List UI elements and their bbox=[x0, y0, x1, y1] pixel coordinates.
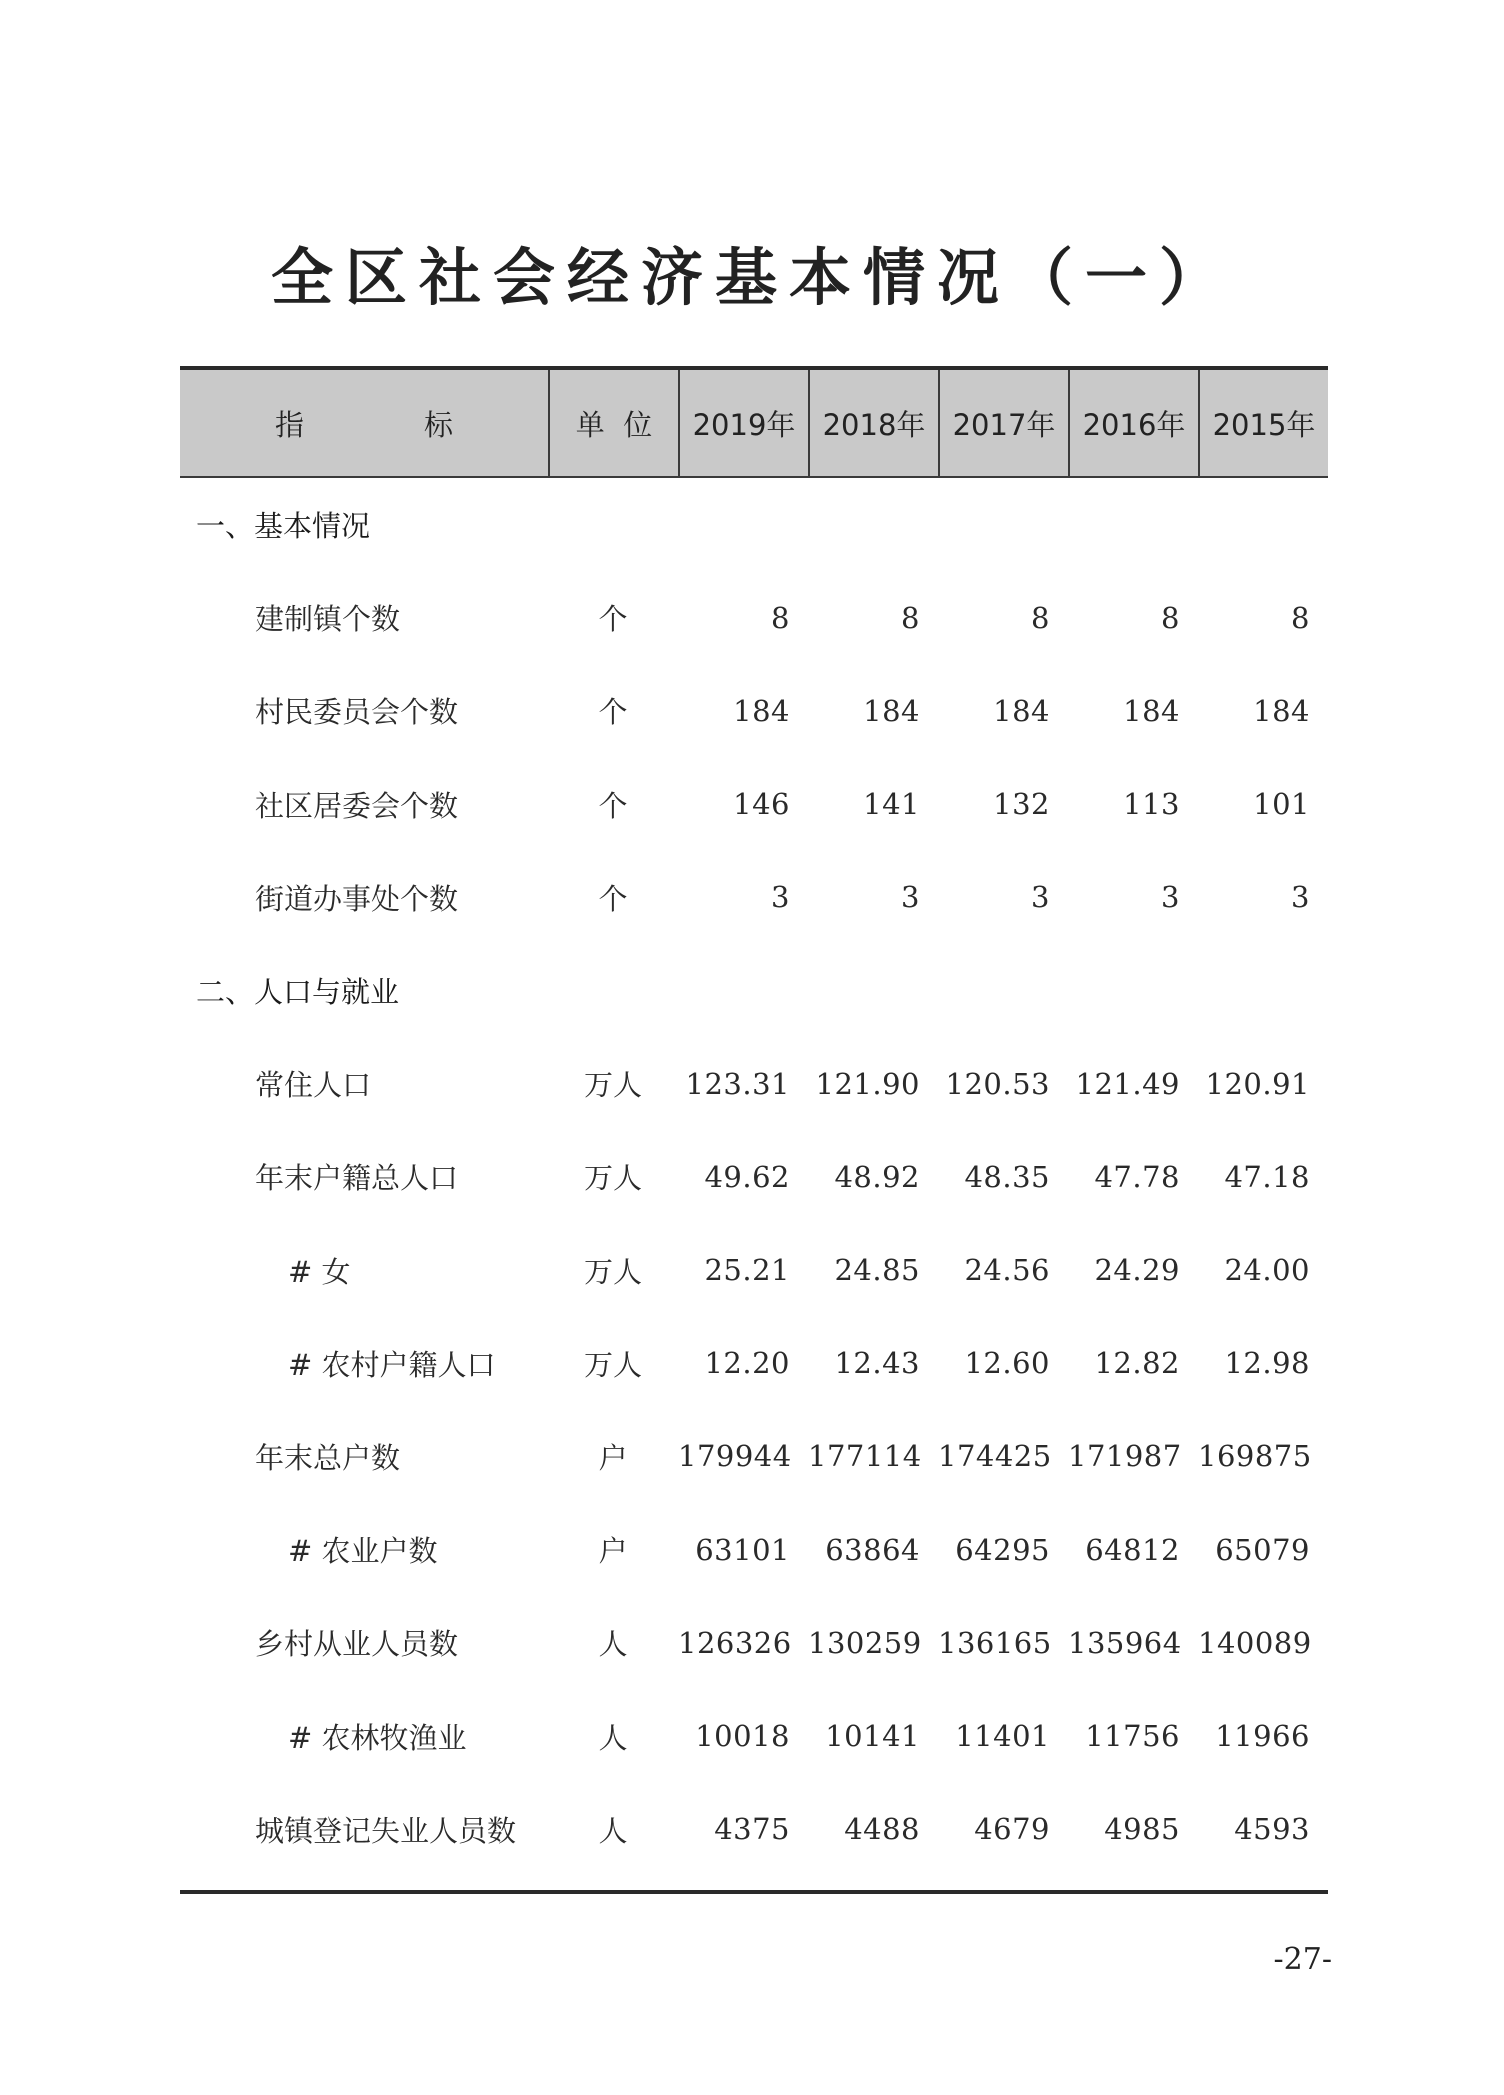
row-value: 24.56 bbox=[964, 1253, 1050, 1288]
row-indicator: # 农业户数 bbox=[288, 1534, 438, 1569]
row-value: 130259 bbox=[808, 1625, 922, 1660]
row-unit: 个 bbox=[598, 695, 628, 730]
table-row bbox=[180, 1689, 1328, 1782]
row-value: 174425 bbox=[938, 1439, 1052, 1474]
row-value: 132 bbox=[993, 787, 1050, 822]
row-unit: 万人 bbox=[583, 1254, 642, 1289]
row-value: 48.35 bbox=[964, 1159, 1050, 1194]
row-unit: 户 bbox=[598, 1534, 628, 1569]
row-value: 4679 bbox=[974, 1812, 1050, 1847]
row-value: 10141 bbox=[825, 1719, 920, 1754]
section-title: 一、基本情况 bbox=[196, 509, 371, 544]
row-unit: 个 bbox=[598, 788, 628, 823]
row-value: 121.90 bbox=[815, 1066, 920, 1101]
row-indicator: 建制镇个数 bbox=[255, 602, 401, 637]
row-value: 3 bbox=[1031, 880, 1050, 915]
table-row bbox=[180, 1224, 1328, 1317]
row-indicator: # 农村户籍人口 bbox=[288, 1347, 496, 1382]
row-value: 177114 bbox=[808, 1439, 922, 1474]
row-value: 48.92 bbox=[834, 1159, 920, 1194]
row-indicator: 常住人口 bbox=[255, 1068, 372, 1103]
table-row bbox=[180, 1317, 1328, 1410]
bottom-rule bbox=[180, 1890, 1328, 1894]
row-value: 47.78 bbox=[1094, 1159, 1180, 1194]
table-header bbox=[180, 370, 1328, 478]
header-unit: 单 位 bbox=[548, 370, 678, 476]
row-value: 8 bbox=[1291, 600, 1310, 635]
row-value: 12.82 bbox=[1094, 1346, 1180, 1381]
row-value: 47.18 bbox=[1224, 1159, 1310, 1194]
row-value: 179944 bbox=[678, 1439, 792, 1474]
row-value: 64812 bbox=[1085, 1532, 1180, 1567]
header-indicator bbox=[180, 370, 548, 476]
table-row bbox=[180, 1596, 1328, 1689]
row-value: 4488 bbox=[844, 1812, 920, 1847]
section-title: 二、人口与就业 bbox=[196, 975, 400, 1010]
row-indicator: 村民委员会个数 bbox=[255, 695, 459, 730]
row-value: 184 bbox=[733, 693, 790, 728]
row-unit: 万人 bbox=[583, 1347, 642, 1382]
row-value: 4593 bbox=[1234, 1812, 1310, 1847]
table-row bbox=[180, 571, 1328, 664]
row-value: 123.31 bbox=[685, 1066, 790, 1101]
row-unit: 万人 bbox=[583, 1161, 642, 1196]
row-value: 11966 bbox=[1215, 1719, 1310, 1754]
row-unit: 个 bbox=[598, 881, 628, 916]
row-unit: 人 bbox=[598, 1627, 628, 1662]
row-value: 120.91 bbox=[1205, 1066, 1310, 1101]
header-year-2019: 2019年 bbox=[678, 370, 808, 476]
page-number: -27- bbox=[1273, 1942, 1332, 1977]
header-year-2016: 2016年 bbox=[1068, 370, 1198, 476]
row-indicator: 乡村从业人员数 bbox=[255, 1627, 459, 1662]
row-value: 8 bbox=[771, 600, 790, 635]
row-value: 64295 bbox=[955, 1532, 1050, 1567]
row-value: 24.29 bbox=[1094, 1253, 1180, 1288]
row-value: 11756 bbox=[1085, 1719, 1180, 1754]
row-value: 8 bbox=[1031, 600, 1050, 635]
row-value: 63101 bbox=[695, 1532, 790, 1567]
row-unit: 万人 bbox=[583, 1068, 642, 1103]
row-value: 8 bbox=[901, 600, 920, 635]
row-value: 24.00 bbox=[1224, 1253, 1310, 1288]
table-row bbox=[180, 664, 1328, 757]
table-row bbox=[180, 851, 1328, 944]
row-value: 25.21 bbox=[704, 1253, 790, 1288]
row-value: 4985 bbox=[1104, 1812, 1180, 1847]
row-value: 65079 bbox=[1215, 1532, 1310, 1567]
header-indicator-b: 标 bbox=[424, 407, 454, 442]
row-value: 3 bbox=[1291, 880, 1310, 915]
row-value: 3 bbox=[901, 880, 920, 915]
row-value: 120.53 bbox=[945, 1066, 1050, 1101]
row-value: 24.85 bbox=[834, 1253, 920, 1288]
row-value: 184 bbox=[863, 693, 920, 728]
row-value: 184 bbox=[993, 693, 1050, 728]
header-year-2018: 2018年 bbox=[808, 370, 938, 476]
header-indicator-a: 指 bbox=[274, 407, 304, 442]
row-value: 171987 bbox=[1068, 1439, 1182, 1474]
table-row bbox=[180, 1783, 1328, 1876]
row-indicator: 城镇登记失业人员数 bbox=[255, 1813, 517, 1848]
row-unit: 人 bbox=[598, 1720, 628, 1755]
data-table bbox=[180, 366, 1328, 1894]
row-indicator: 年末户籍总人口 bbox=[255, 1161, 459, 1196]
table-row bbox=[180, 1410, 1328, 1503]
row-value: 135964 bbox=[1068, 1625, 1182, 1660]
row-value: 184 bbox=[1123, 693, 1180, 728]
row-value: 11401 bbox=[955, 1719, 1050, 1754]
row-value: 4375 bbox=[714, 1812, 790, 1847]
row-value: 12.98 bbox=[1224, 1346, 1310, 1381]
row-value: 3 bbox=[771, 880, 790, 915]
row-value: 63864 bbox=[825, 1532, 920, 1567]
row-value: 140089 bbox=[1198, 1625, 1312, 1660]
header-year-2015: 2015年 bbox=[1198, 370, 1328, 476]
row-unit: 户 bbox=[598, 1440, 628, 1475]
row-value: 184 bbox=[1253, 693, 1310, 728]
page-title: 全区社会经济基本情况（一） bbox=[270, 241, 1233, 314]
section-header bbox=[180, 478, 1328, 571]
row-value: 136165 bbox=[938, 1625, 1052, 1660]
row-value: 141 bbox=[863, 787, 920, 822]
row-value: 113 bbox=[1123, 787, 1180, 822]
row-unit: 人 bbox=[598, 1813, 628, 1848]
row-value: 126326 bbox=[678, 1625, 792, 1660]
row-indicator: 社区居委会个数 bbox=[255, 788, 459, 823]
table-row bbox=[180, 1503, 1328, 1596]
row-indicator: # 农林牧渔业 bbox=[288, 1720, 467, 1755]
row-value: 3 bbox=[1161, 880, 1180, 915]
row-value: 121.49 bbox=[1075, 1066, 1180, 1101]
row-value: 12.43 bbox=[834, 1346, 920, 1381]
section-header bbox=[180, 944, 1328, 1037]
row-unit: 个 bbox=[598, 602, 628, 637]
row-value: 146 bbox=[733, 787, 790, 822]
table-row bbox=[180, 1037, 1328, 1130]
header-year-2017: 2017年 bbox=[938, 370, 1068, 476]
table-row bbox=[180, 1130, 1328, 1223]
row-value: 8 bbox=[1161, 600, 1180, 635]
row-value: 12.20 bbox=[704, 1346, 790, 1381]
table-row bbox=[180, 758, 1328, 851]
table-body bbox=[180, 478, 1328, 1876]
row-indicator: 年末总户数 bbox=[255, 1440, 401, 1475]
row-indicator: 街道办事处个数 bbox=[255, 881, 459, 916]
row-value: 12.60 bbox=[964, 1346, 1050, 1381]
row-value: 49.62 bbox=[704, 1159, 790, 1194]
row-value: 10018 bbox=[695, 1719, 790, 1754]
row-indicator: # 女 bbox=[288, 1254, 351, 1289]
row-value: 169875 bbox=[1198, 1439, 1312, 1474]
row-value: 101 bbox=[1253, 787, 1310, 822]
